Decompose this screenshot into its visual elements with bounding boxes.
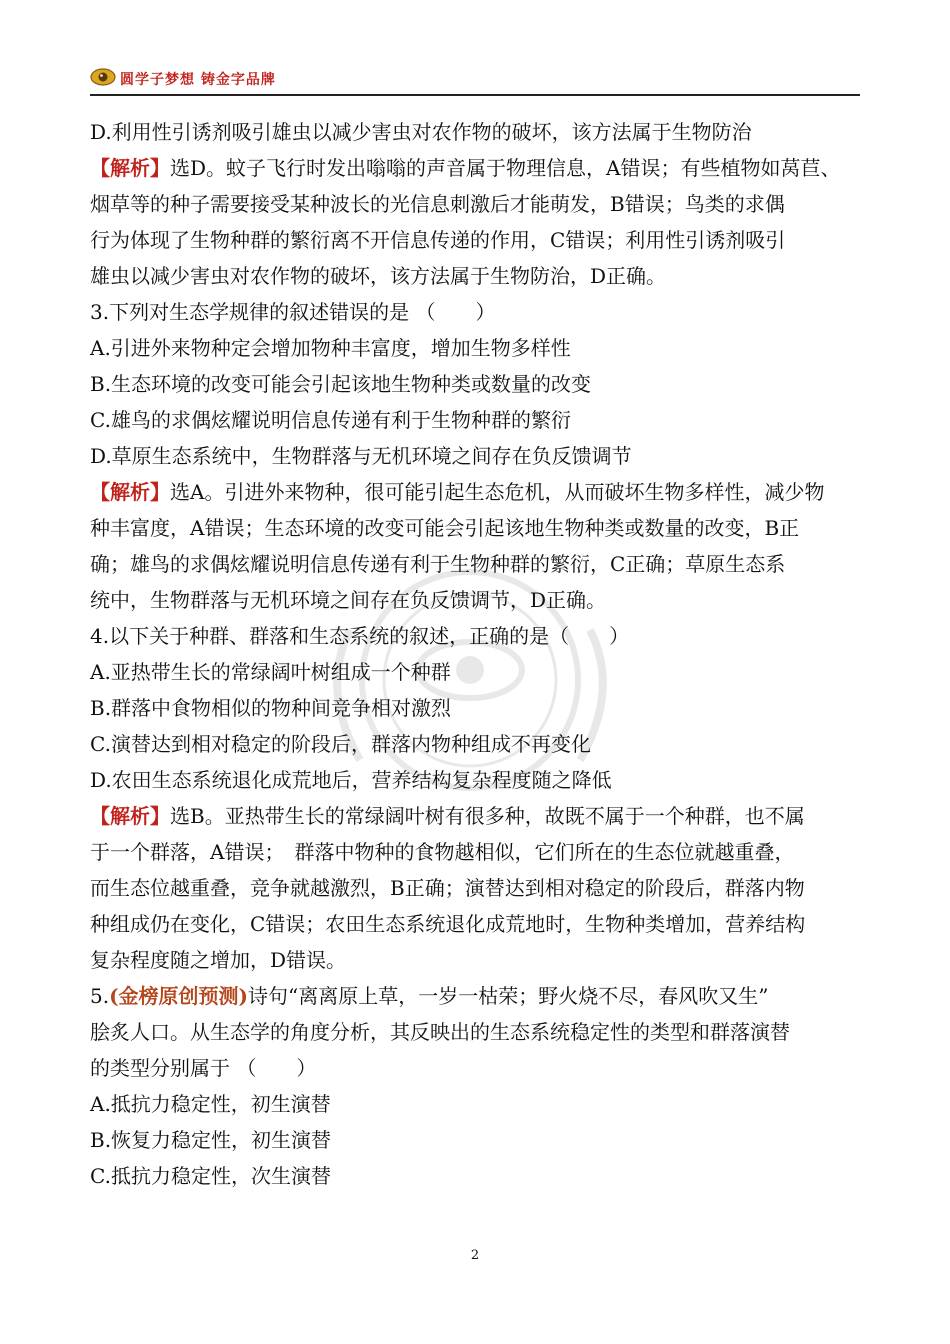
q2-analysis-line: 烟草等的种子需要接受某种波长的光信息刺激后才能萌发，B错误；鸟类的求偶: [90, 192, 785, 216]
q5-option-a: A.抵抗力稳定性，初生演替: [90, 1092, 331, 1116]
q5-number: 5.: [90, 984, 110, 1008]
q4-analysis-line: 于一个群落，A错误； 群落中物种的食物越相似，它们所在的生态位就越重叠，: [90, 840, 795, 864]
q3-option-d: D.草原生态系统中，生物群落与无机环境之间存在负反馈调节: [90, 444, 632, 468]
q4-analysis-line: 而生态位越重叠，竞争就越激烈，B正确；演替达到相对稳定的阶段后，群落内物: [90, 876, 805, 900]
q4-option-d: D.农田生态系统退化成荒地后，营养结构复杂程度随之降低: [90, 768, 612, 792]
q4-stem: 4.以下关于种群、群落和生态系统的叙述，正确的是（ ）: [90, 624, 630, 648]
q5-source-tag: (金榜原创预测): [109, 984, 249, 1008]
q3-option-a: A.引进外来物种定会增加物种丰富度，增加生物多样性: [90, 336, 571, 360]
q5-stem-line: 脍炙人口。从生态学的角度分析，其反映出的生态系统稳定性的类型和群落演替: [90, 1020, 790, 1044]
eye-logo-icon: [90, 66, 116, 88]
q4-option-b: B.群落中食物相似的物种间竞争相对激烈: [90, 696, 452, 720]
q3-option-b: B.生态环境的改变可能会引起该地生物种类或数量的改变: [90, 372, 592, 396]
q4-option-c: C.演替达到相对稳定的阶段后，群落内物种组成不再变化: [90, 732, 591, 756]
q3-stem: 3.下列对生态学规律的叙述错误的是 （ ）: [90, 300, 496, 324]
q4-analysis-line: 种组成仍在变化，C错误；农田生态系统退化成荒地时，生物种类增加，营养结构: [90, 912, 806, 936]
header-slogan: 圆学子梦想 铸金字品牌: [120, 72, 276, 88]
q3-option-c: C.雄鸟的求偶炫耀说明信息传递有利于生物种群的繁衍: [90, 408, 571, 432]
q4-analysis-tag: 【解析】: [90, 804, 170, 828]
q3-analysis-tag: 【解析】: [90, 480, 170, 504]
page-header: [90, 62, 860, 96]
q2-analysis-line: 【解析】选D。蚊子飞行时发出嗡嗡的声音属于物理信息，A错误；有些植物如莴苣、: [90, 156, 841, 180]
q5-stem-line: 的类型分别属于 （ ）: [90, 1056, 317, 1080]
q4-option-a: A.亚热带生长的常绿阔叶树组成一个种群: [90, 660, 451, 684]
q4-analysis-line: 复杂程度随之增加，D错误。: [90, 948, 347, 972]
q2-analysis-line: 雄虫以减少害虫对农作物的破坏，该方法属于生物防治，D正确。: [90, 264, 667, 288]
q2-analysis-line: 行为体现了生物种群的繁衍离不开信息传递的作用，C错误；利用性引诱剂吸引: [90, 228, 786, 252]
q2-option-d: D.利用性引诱剂吸引雄虫以减少害虫对农作物的破坏，该方法属于生物防治: [90, 120, 752, 144]
q3-analysis-line: 【解析】选A。引进外来物种，很可能引起生态危机，从而破坏生物多样性，减少物: [90, 480, 825, 504]
q5-stem-line: 5.(金榜原创预测)诗句“离离原上草，一岁一枯荣；野火烧不尽，春风吹又生”: [90, 984, 769, 1008]
q4-analysis-line: 【解析】选B。亚热带生长的常绿阔叶树有很多种，故既不属于一个种群，也不属: [90, 804, 805, 828]
page-number: 2: [470, 1248, 480, 1263]
q3-analysis-line: 统中，生物群落与无机环境之间存在负反馈调节，D正确。: [90, 588, 607, 612]
header-divider: [90, 94, 860, 96]
q3-analysis-line: 确；雄鸟的求偶炫耀说明信息传递有利于生物种群的繁衍，C正确；草原生态系: [90, 552, 786, 576]
q2-analysis-tag: 【解析】: [90, 156, 170, 180]
document-body: [90, 114, 870, 1194]
q5-option-b: B.恢复力稳定性，初生演替: [90, 1128, 332, 1152]
q3-analysis-line: 种丰富度，A错误；生态环境的改变可能会引起该地生物种类或数量的改变，B正: [90, 516, 800, 540]
q5-option-c: C.抵抗力稳定性，次生演替: [90, 1164, 331, 1188]
